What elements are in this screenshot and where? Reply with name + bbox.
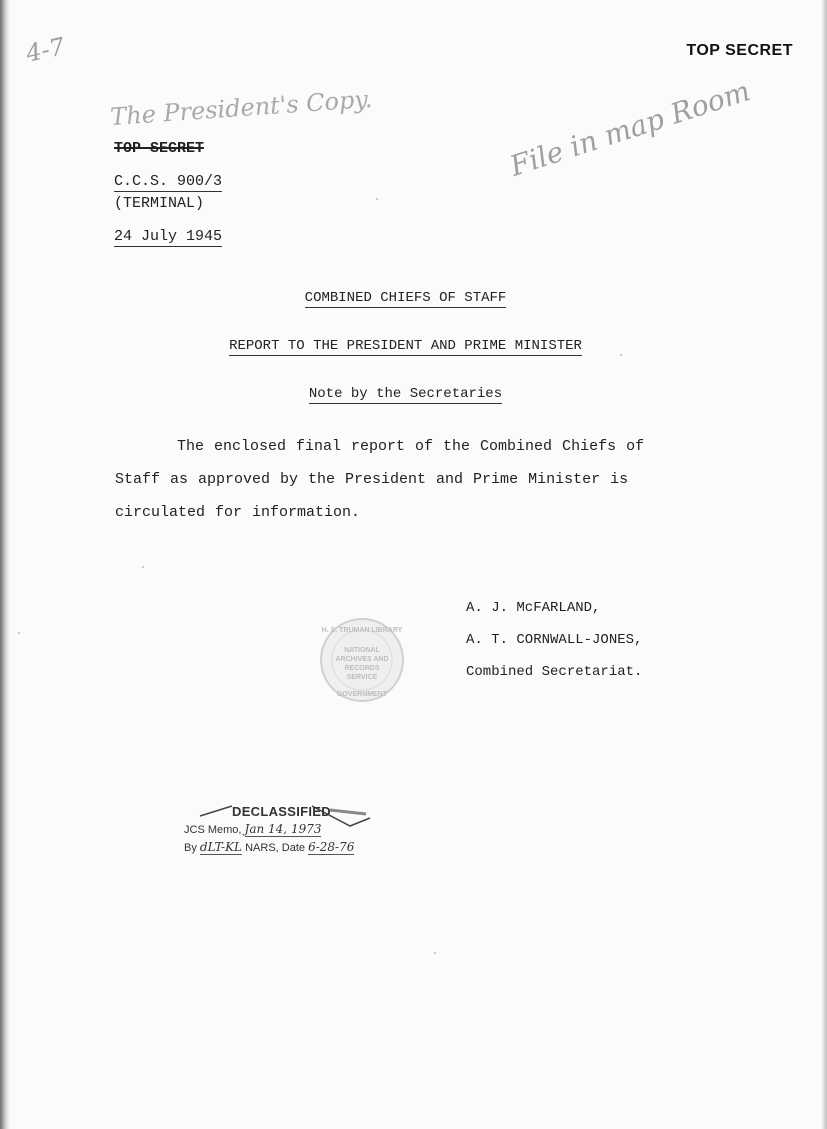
declassified-title: DECLASSIFIED [232, 804, 331, 819]
paper-speck [620, 354, 622, 356]
body-paragraph: The enclosed final report of the Combined Chiefs of Staff as approved by the President and Prime Minister is circulated for information. [115, 438, 645, 521]
signature-line-3: Combined Secretariat. [466, 664, 643, 680]
svg-text:RECORDS: RECORDS [344, 665, 380, 672]
note-title-text: Note by the Secretaries [308, 386, 503, 402]
document-date [114, 228, 222, 245]
svg-text:ARCHIVES AND: ARCHIVES AND [335, 656, 389, 663]
struck-classification: TOP SECRET [114, 140, 205, 157]
nars-date: 6-28-76 [308, 840, 355, 854]
signature-line-2: A. T. CORNWALL-JONES, [466, 632, 643, 648]
paper-speck [434, 952, 436, 954]
report-title-text: REPORT TO THE PRESIDENT AND PRIME MINISTER [229, 338, 582, 354]
report-title [0, 338, 819, 354]
by-initials: dLT-KL [199, 840, 243, 854]
svg-text:SERVICE: SERVICE [346, 674, 378, 681]
svg-text:H. S. TRUMAN LIBRARY: H. S. TRUMAN LIBRARY [321, 627, 403, 634]
paper-speck [18, 632, 20, 634]
committee-title [0, 290, 819, 306]
signature-line-1: A. J. McFARLAND, [466, 600, 601, 616]
signature-block [466, 592, 642, 688]
nars-label: NARS, Date [245, 842, 306, 854]
paper-speck [376, 198, 378, 200]
svg-text:NATIONAL: NATIONAL [344, 647, 380, 654]
jcs-memo-line [184, 822, 321, 836]
svg-text:GOVERNMENT: GOVERNMENT [336, 691, 388, 698]
jcs-memo-label: JCS Memo, [184, 824, 242, 836]
ccs-number-text: C.C.S. 900/3 [114, 173, 223, 190]
handwritten-copy-note: The President's Copy. [109, 84, 374, 132]
ccs-number [114, 173, 222, 190]
committee-title-text: COMBINED CHIEFS OF STAFF [304, 290, 507, 306]
document-date-text: 24 July 1945 [114, 228, 223, 245]
paper-speck [142, 566, 144, 568]
terminal-label: (TERMINAL) [114, 195, 205, 212]
handwritten-corner-note: 4-7 [23, 32, 68, 68]
declassified-by-line [184, 840, 354, 854]
handwritten-file-note: File in map Room [506, 74, 755, 183]
declassification-stamp [180, 800, 380, 870]
library-seal-stamp [318, 616, 406, 704]
jcs-memo-date: Jan 14, 1973 [244, 822, 322, 836]
note-title [0, 386, 819, 402]
classification-marking: TOP SECRET [686, 42, 793, 59]
by-label: By [184, 842, 197, 854]
